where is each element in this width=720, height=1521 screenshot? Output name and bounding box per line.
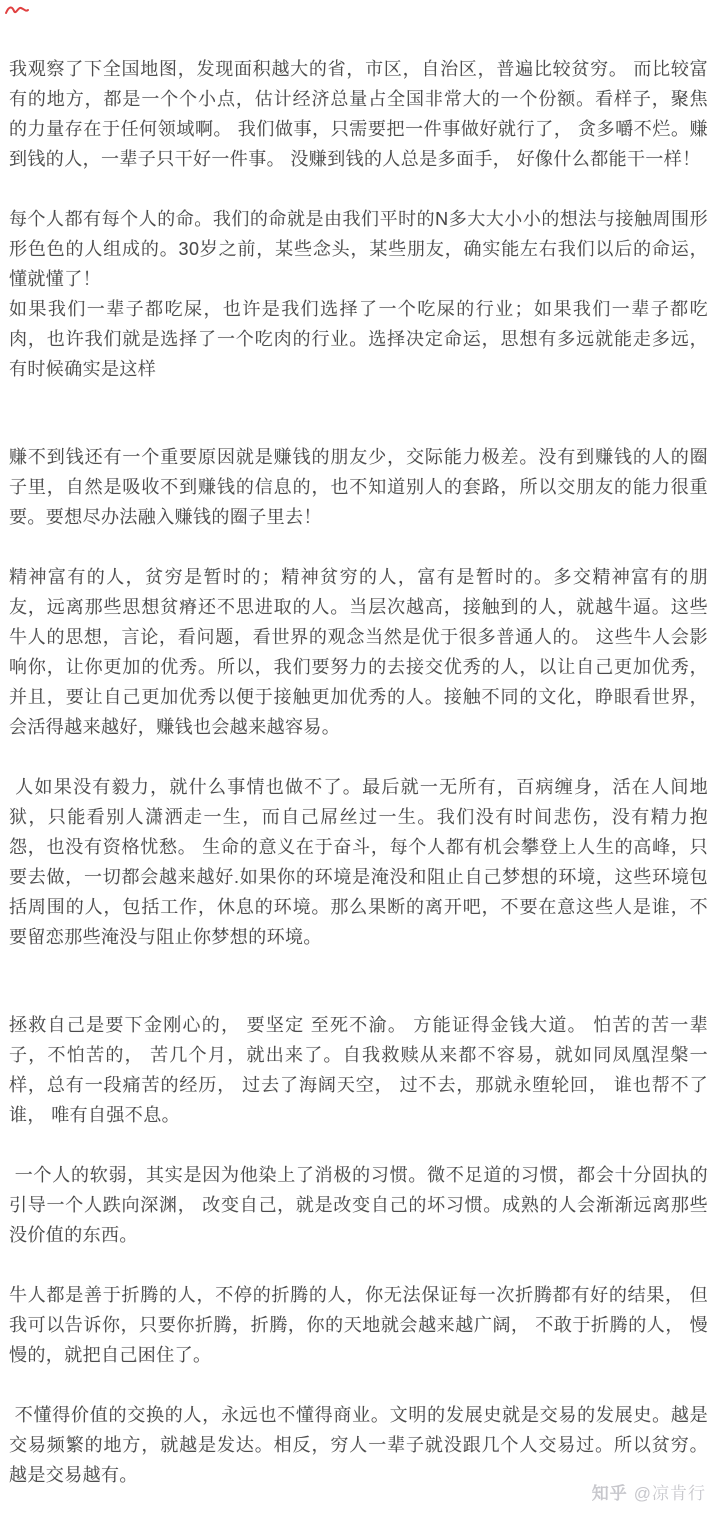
article-paragraph: 赚不到钱还有一个重要原因就是赚钱的朋友少，交际能力极差。没有到赚钱的人的圈子里，自然是吸收不到赚钱的信息的，也不知道别人的套路，所以交朋友的能力很重要。要想尽办法融入赚钱的圈子里去！ [9, 447, 708, 527]
article-paragraph: 精神富有的人，贫穷是暂时的；精神贫穷的人，富有是暂时的。多交精神富有的朋友，远离那些思想贫瘠还不思进取的人。当层次越高，接触到的人，就越牛逼。这些牛人的思想，言论，看问题，看世界的观念当然是优于很多普通人的。 这些牛人会影响你，让你更加的优秀。所以，我们要努力的去接交优秀的人，以让自己更加优秀， 并且，要让自己更加优秀以便于接触更加优秀的人。接触不同的文化，睁眼看世界，会活得越来越好，赚钱也会越来越容易。 [9, 567, 714, 737]
article-paragraph: 我观察了下全国地图，发现面积越大的省，市区，自治区，普遍比较贫穷。 而比较富有的地方，都是一个个小点，估计经济总量占全国非常大的一个份额。看样子，聚焦的力量存在于任何领域啊。 我们做事，只需要把一件事做好就行了， 贪多嚼不烂。赚到钱的人，一辈子只干好一件事。 没赚到钱的人总是多面手， 好像什么都能干一样！ [9, 59, 708, 169]
article-paragraph: 如果我们一辈子都吃屎，也许是我们选择了一个吃屎的行业；如果我们一辈子都吃肉，也许我们就是选择了一个吃肉的行业。选择决定命运，思想有多远就能走多远，有时候确实是这样 [9, 299, 708, 379]
zhihu-brand-label: 知乎 [591, 1484, 628, 1503]
article-paragraph: 人如果没有毅力，就什么事情也做不了。最后就一无所有，百病缠身，活在人间地狱，只能看别人潇洒走一生，而自己屌丝过一生。我们没有时间悲伤，没有精力抱怨，也没有资格忧愁。 生命的意义在于奋斗，每个人都有机会攀登上人生的高峰，只要去做，一切都会越来越好.如果你的环境是淹没和阻止自己梦想的环境，这些环境包括周围的人，包括工作，休息的环境。那么果断的离开吧，不要在意这些人是谁，不要留恋那些淹没与阻止你梦想的环境。 [9, 777, 708, 947]
article-paragraph: 牛人都是善于折腾的人，不停的折腾的人，你无法保证每一次折腾都有好的结果， 但我可以告诉你，只要你折腾，折腾，你的天地就会越来越广阔， 不敢于折腾的人， 慢慢的，就把自己困住了。 [9, 1285, 708, 1365]
article-paragraph: 拯救自己是要下金刚心的， 要坚定 至死不渝。 方能证得金钱大道。 怕苦的苦一辈子，不怕苦的， 苦几个月，就出来了。自我救赎从来都不容易，就如同凤凰涅槃一样，总有一段痛苦的经历， 过去了海阔天空， 过不去，那就永堕轮回， 谁也帮不了谁， 唯有自强不息。 [9, 1015, 708, 1125]
author-handle: @凉肯行 [633, 1484, 706, 1503]
article-paragraph: 一个人的软弱，其实是因为他染上了消极的习惯。微不足道的习惯，都会十分固执的引导一个人跌向深渊， 改变自己，就是改变自己的坏习惯。成熟的人会渐渐远离那些没价值的东西。 [9, 1165, 708, 1245]
article-paragraph: 不懂得价值的交换的人，永远也不懂得商业。文明的发展史就是交易的发展史。越是交易频繁的地方，就越是发达。相反，穷人一辈子就没跟几个人交易过。所以贫穷。 越是交易越有。 [9, 1405, 714, 1485]
zhihu-watermark [592, 1483, 706, 1505]
article-paragraph: 每个人都有每个人的命。我们的命就是由我们平时的N多大大小小的想法与接触周围形形色色的人组成的。30岁之前，某些念头，某些朋友，确实能左右我们以后的命运，懂就懂了！ [9, 209, 708, 289]
